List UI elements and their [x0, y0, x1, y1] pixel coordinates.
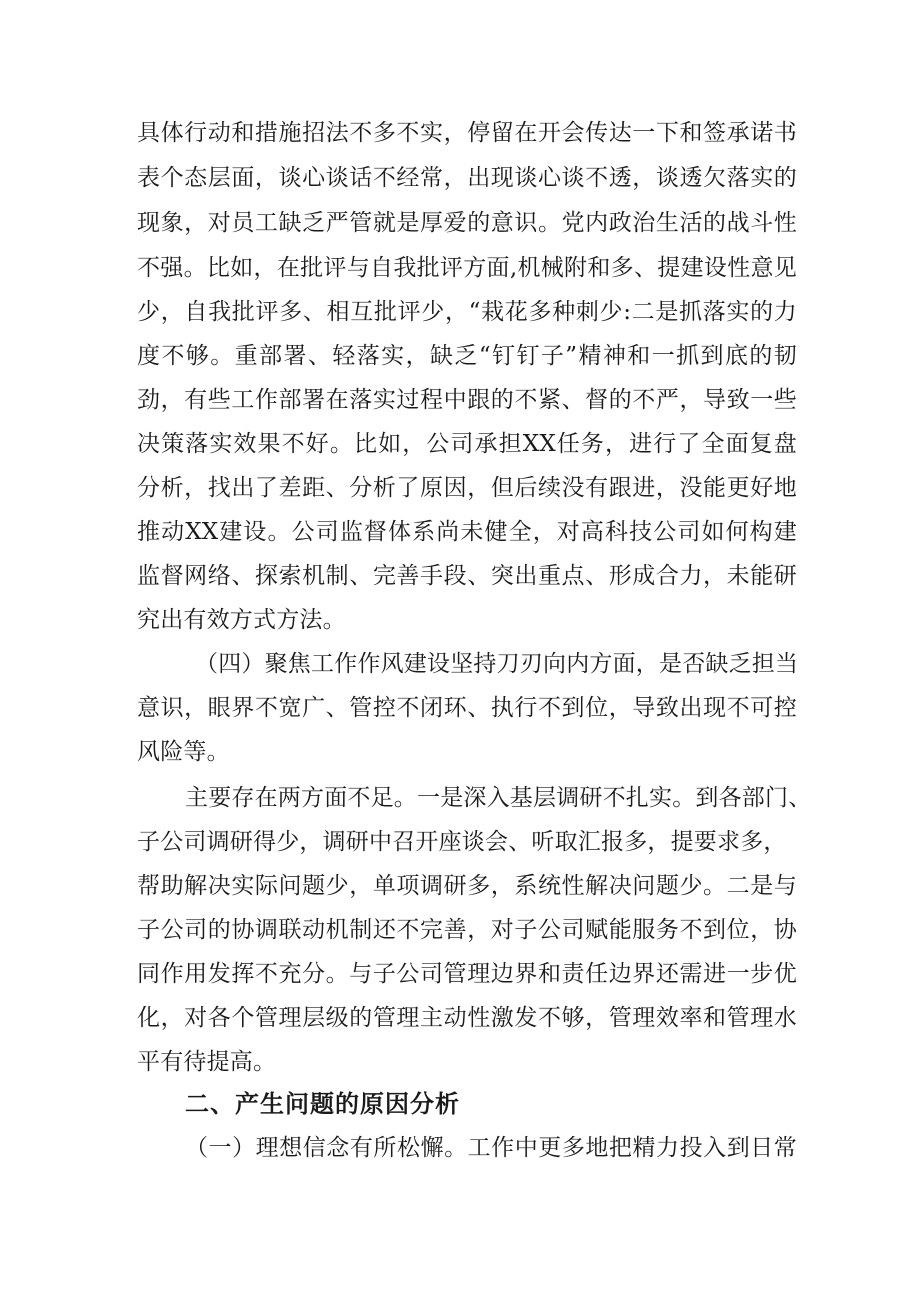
paragraph-1-line-1: 具体行动和措施招法不多不实，停留在开会传达一下和签承诺书 — [137, 120, 797, 146]
paragraph-3-line-3: 帮助解决实际问题少，单项调研多，系统性解决问题少。二是与 — [137, 873, 797, 899]
paragraph-1-line-4: 不强。比如，在批评与自我批评方面,机械附和多、提建设性意见 — [137, 255, 797, 281]
paragraph-3-line-4: 子公司的协调联动机制还不完善，对子公司赋能服务不到位，协 — [137, 917, 797, 943]
paragraph-2-line-3: 风险等。 — [137, 739, 230, 765]
paragraph-3-line-5: 同作用发挥不充分。与子公司管理边界和责任边界还需进一步优 — [137, 961, 797, 987]
paragraph-1-line-12: 究出有效方式方法。 — [137, 607, 346, 633]
paragraph-4-line-1: （一）理想信念有所松懈。工作中更多地把精力投入到日常 — [185, 1135, 797, 1161]
paragraph-2-line-2: 意识，眼界不宽广、管控不闭环、执行不到位，导致出现不可控 — [137, 695, 797, 721]
paragraph-1-line-11: 监督网络、探索机制、完善手段、突出重点、形成合力，未能研 — [137, 563, 797, 589]
paragraph-3-line-6: 化，对各个管理层级的管理主动性激发不够，管理效率和管理水 — [137, 1005, 797, 1031]
paragraph-2-line-1: （四）聚焦工作作风建设坚持刀刃向内方面，是否缺乏担当 — [195, 651, 799, 677]
paragraph-1-line-6: 度不够。重部署、轻落实，缺乏“钉钉子”精神和一抓到底的韧 — [137, 343, 797, 369]
paragraph-1-line-7: 劲，有些工作部署在落实过程中跟的不紧、督的不严，导致一些 — [137, 387, 797, 413]
paragraph-1-line-5: 少，自我批评多、相互批评少，“栽花多种刺少:二是抓落实的力 — [137, 299, 797, 325]
paragraph-1-line-3: 现象，对员工缺乏严管就是厚爱的意识。党内政治生活的战斗性 — [137, 210, 797, 236]
paragraph-1-line-9: 分析，找出了差距、分析了原因，但后续没有跟进，没能更好地 — [137, 475, 797, 501]
paragraph-1-line-8: 决策落实效果不好。比如，公司承担XX任务，进行了全面复盘 — [137, 431, 797, 457]
paragraph-3-line-7: 平有待提高。 — [137, 1049, 277, 1075]
paragraph-1-line-10: 推动XX建设。公司监督体系尚未健全，对高科技公司如何构建 — [137, 519, 797, 545]
paragraph-3-line-1: 主要存在两方面不足。一是深入基层调研不扎实。到各部门、 — [185, 785, 812, 811]
paragraph-3-line-2: 子公司调研得少，调研中召开座谈会、听取汇报多，提要求多， — [137, 829, 787, 855]
section-heading: 二、产生问题的原因分析 — [185, 1090, 460, 1118]
paragraph-1-line-2: 表个态层面，谈心谈话不经常，出现谈心谈不透，谈透欠落实的 — [137, 165, 797, 191]
